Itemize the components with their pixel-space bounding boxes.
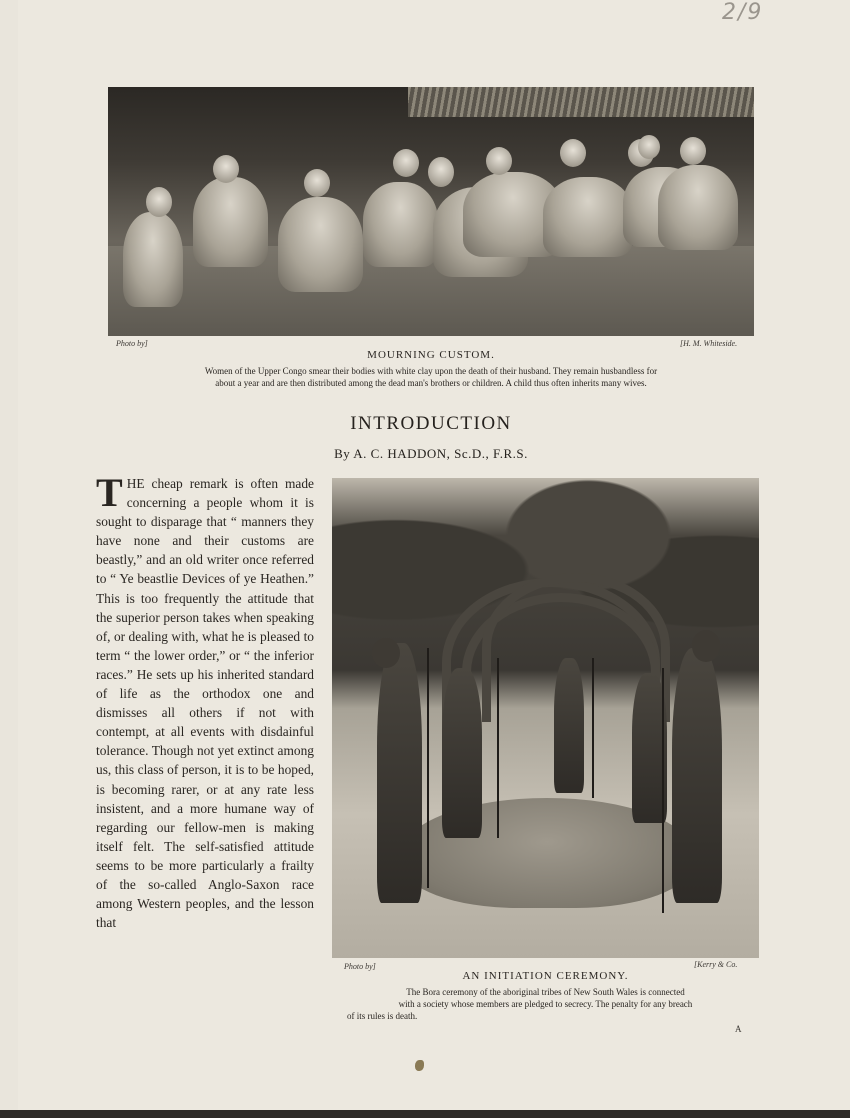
article-byline: By A. C. HADDON, Sc.D., F.R.S. [334, 446, 528, 461]
caption-line: Women of the Upper Congo smear their bodies with white clay upon the death of their husband. They remain husbandless for [204, 366, 658, 376]
figure [363, 182, 438, 267]
mourning-custom-photo [108, 87, 754, 336]
bottom-photo-credit-left: Photo by] [344, 962, 376, 971]
initiation-ceremony-photo [332, 478, 759, 958]
caption-line: about a year and are then distributed among the dead man's brothers or children. A child thus often inherits many wives. [215, 378, 647, 388]
figure-head [146, 187, 172, 217]
figure [658, 165, 738, 250]
man-figure [672, 648, 722, 903]
figure [543, 177, 633, 257]
man-head [692, 630, 720, 662]
figure [123, 212, 183, 307]
man-figure [554, 658, 584, 793]
man-figure [442, 668, 482, 838]
spear [497, 658, 499, 838]
figure-head [486, 147, 512, 175]
figure-head [304, 169, 330, 197]
caption-line: The Bora ceremony of the aboriginal tribes of New South Wales is connected [406, 987, 685, 997]
caption-line: of its rules is death. [347, 1011, 418, 1021]
caption-line: with a society whose members are pledged to secrecy. The penalty for any breach [398, 999, 693, 1009]
figure-head [680, 137, 706, 165]
page-signature-letter: A [735, 1024, 742, 1034]
spear [592, 658, 594, 798]
bottom-photo-credit-right: [Kerry & Co. [694, 960, 738, 969]
top-photo-title: MOURNING CUSTOM. [367, 349, 495, 361]
paper-speck [415, 1060, 424, 1071]
spear [662, 668, 664, 913]
spear [427, 648, 429, 888]
bottom-photo-title: AN INITIATION CEREMONY. [462, 970, 629, 982]
body-text: HE cheap remark is often made concerning a people whom it is sought to disparage that “ manners they have none and their customs are beastly,” and an old writer once referred to “ Ye beastlie Devices of ye Heathen.” This is too frequently the attitude that the superior person takes when speaking of, or dealing with, what he is pleased to term “ the lower order,” or “ the inferior races.” He sets up his inherited standard of life as the orthodox one and dismisses all others if not with contempt, at all events with disdainful tolerance. Though not yet extinct among us, this class of person, it is to be hoped, is becoming rarer, or at any rate less insistent, and a more humane way of regarding our fellow-men is making itself felt. The self-satisfied attitude seems to be more particularly a frailty of the so-called Anglo-Saxon race among Western peoples, and the lesson that [96, 476, 314, 931]
article-heading: INTRODUCTION [350, 413, 512, 434]
top-photo-credit-left: Photo by] [116, 339, 148, 348]
figure [278, 197, 363, 292]
man-figure [377, 643, 422, 903]
figure [193, 177, 268, 267]
page-bottom-edge [0, 1110, 850, 1118]
top-photo-credit-right: [H. M. Whiteside. [680, 339, 738, 348]
figure-head [213, 155, 239, 183]
figure-head [393, 149, 419, 177]
thatch-roof [408, 87, 754, 117]
top-photo-caption [108, 365, 754, 389]
man-head [372, 638, 400, 668]
pencil-note: 2/9 [722, 0, 764, 25]
bottom-photo-caption [332, 986, 759, 1022]
figure-head [428, 157, 454, 187]
figure-head [638, 135, 660, 159]
drop-cap: T [96, 470, 123, 515]
article-body [96, 470, 314, 932]
figure-head [560, 139, 586, 167]
